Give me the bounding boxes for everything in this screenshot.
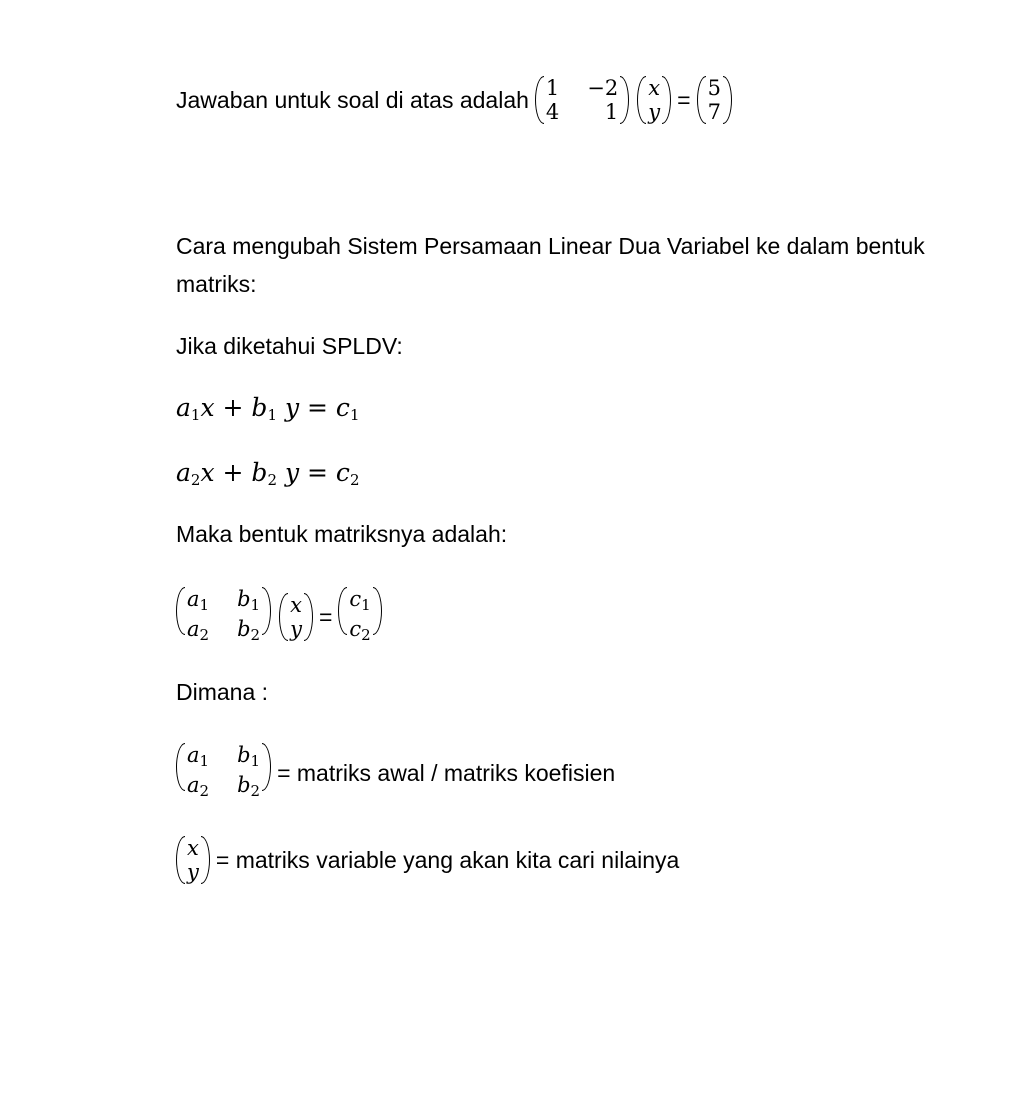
result-matrix <box>697 76 732 124</box>
matrix-cell: y <box>290 617 302 641</box>
right-paren <box>262 743 271 791</box>
general-variable-matrix <box>279 593 313 641</box>
matrix-cell: $b_2$ <box>237 617 261 644</box>
matrix-cell: $a_2$ <box>187 617 210 644</box>
matrix-cell: 1 <box>545 76 560 100</box>
matrix-cell: y <box>648 100 661 124</box>
matrix-cell: 5 <box>707 76 721 100</box>
matrix-cell: $c_1$ <box>349 587 371 614</box>
general-matrix-equation <box>176 587 382 647</box>
matrix-cell: 4 <box>545 100 560 124</box>
equation-1: $a_1x + b_1$ $y = c_1$ <box>176 393 360 424</box>
left-paren <box>637 76 646 124</box>
matrix-form-label: Maka bentuk matriksnya adalah: <box>176 521 508 547</box>
matrix-cell: $b_2$ <box>237 773 261 800</box>
right-paren <box>201 836 210 884</box>
equals-sign: = <box>318 603 333 630</box>
right-paren <box>723 76 732 124</box>
left-paren <box>338 587 347 635</box>
coefficient-matrix <box>535 76 629 124</box>
matrix-cell: $b_1$ <box>237 743 261 770</box>
right-paren <box>304 593 313 641</box>
matrix-cell: $a_2$ <box>187 773 210 800</box>
left-paren <box>279 593 288 641</box>
right-paren <box>373 587 382 635</box>
left-paren <box>176 587 185 635</box>
definition-variable <box>176 836 679 884</box>
left-paren <box>697 76 706 124</box>
left-paren <box>176 836 185 884</box>
matrix-cell: x <box>648 76 661 100</box>
matrix-cell: $a_1$ <box>187 587 210 614</box>
where-label: Dimana : <box>176 679 269 705</box>
right-paren <box>620 76 629 124</box>
general-coefficient-matrix <box>176 587 271 647</box>
left-paren <box>535 76 544 124</box>
matrix-cell: 1 <box>604 100 619 124</box>
definition-variable-text: = matriks variable yang akan kita cari nilainya <box>215 846 680 873</box>
definition-coefficient-text: = matriks awal / matriks koefisien <box>277 759 616 786</box>
matrix-cell: $c_2$ <box>349 617 371 644</box>
right-paren <box>662 76 671 124</box>
matrix-cell: −2 <box>587 76 619 100</box>
matrix-cell: $a_1$ <box>187 743 210 770</box>
answer-prefix: Jawaban untuk soal di atas adalah <box>176 86 529 113</box>
definition-variable-matrix <box>176 836 210 884</box>
definition-coefficient-matrix <box>176 743 271 803</box>
answer-line <box>176 76 732 124</box>
definition-coefficient <box>176 743 615 803</box>
given-label: Jika diketahui SPLDV: <box>176 333 403 359</box>
matrix-cell: 7 <box>707 100 721 124</box>
matrix-cell: y <box>187 860 199 884</box>
matrix-cell: x <box>187 836 199 860</box>
intro-paragraph: Cara mengubah Sistem Persamaan Linear Dua Variabel ke dalam bentuk matriks: <box>176 233 925 297</box>
variable-matrix <box>637 76 671 124</box>
equals-sign: = <box>677 86 691 113</box>
left-paren <box>176 743 185 791</box>
equation-2: $a_2x + b_2$ $y = c_2$ <box>176 458 360 489</box>
matrix-cell: x <box>290 593 302 617</box>
general-result-matrix <box>338 587 381 647</box>
matrix-cell: $b_1$ <box>237 587 261 614</box>
right-paren <box>262 587 271 635</box>
